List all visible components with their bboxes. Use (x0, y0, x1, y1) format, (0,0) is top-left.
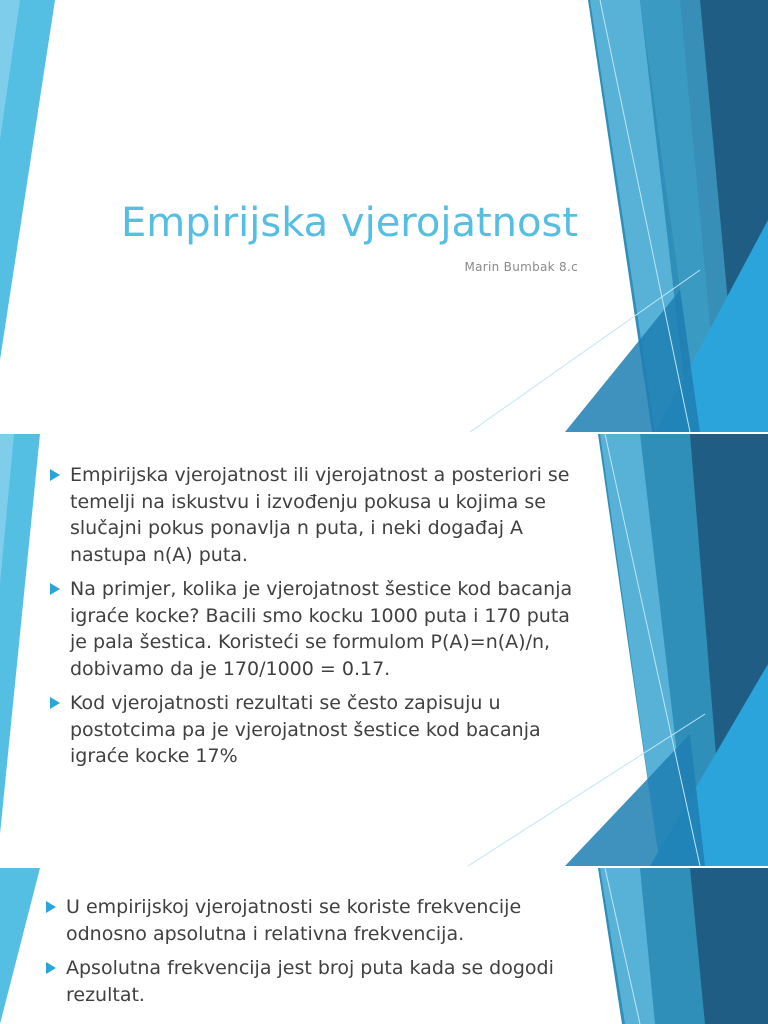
bullet-list (44, 894, 604, 1016)
bullet-item (44, 894, 604, 947)
right-corner-wedge (565, 290, 700, 432)
bullet-text: U empirijskoj vjerojatnosti se koriste frekvencije odnosno apsolutna i relativna frekvencija. (66, 896, 522, 945)
content-slide-partial (0, 868, 768, 1024)
triangle-right-arrow-icon (46, 901, 56, 913)
bullet-text: Empirijska vjerojatnost ili vjerojatnost a posteriori se temelji na iskustvu i izvođenju pokusa u kojima se slučajni pokus ponavlja n puta, i neki događaj A nastupa n(A) puta. (70, 464, 570, 566)
triangle-right-arrow-icon (50, 469, 60, 481)
slide-title: Empirijska vjerojatnost (120, 200, 578, 246)
bullet-text: Apsolutna frekvencija jest broj puta kada se dogodi rezultat. (66, 957, 554, 1006)
left-accent-shape (0, 868, 40, 1024)
content-slide (0, 434, 768, 866)
triangle-right-arrow-icon (50, 583, 60, 595)
bullet-item (44, 955, 604, 1008)
triangle-right-arrow-icon (46, 962, 56, 974)
bullet-item (48, 690, 588, 770)
bullet-item (48, 576, 588, 682)
bullet-item (48, 462, 588, 568)
bullet-text: Na primjer, kolika je vjerojatnost šestice kod bacanja igraće kocke? Bacili smo kocku 1000 puta i 170 puta je pala šestica. Koristeći se formulom P(A)=n(A)/n, dobivamo da je 170/1000 = 0.17. (70, 578, 573, 680)
bullet-text: Kod vjerojatnosti rezultati se često zapisuju u postotcima pa je vjerojatnost šestice kod bacanja igraće kocke 17% (70, 692, 541, 767)
title-slide (0, 0, 768, 432)
triangle-right-arrow-icon (50, 697, 60, 709)
bullet-list (48, 462, 588, 778)
slide-subtitle: Marin Bumbak 8.c (464, 260, 578, 274)
